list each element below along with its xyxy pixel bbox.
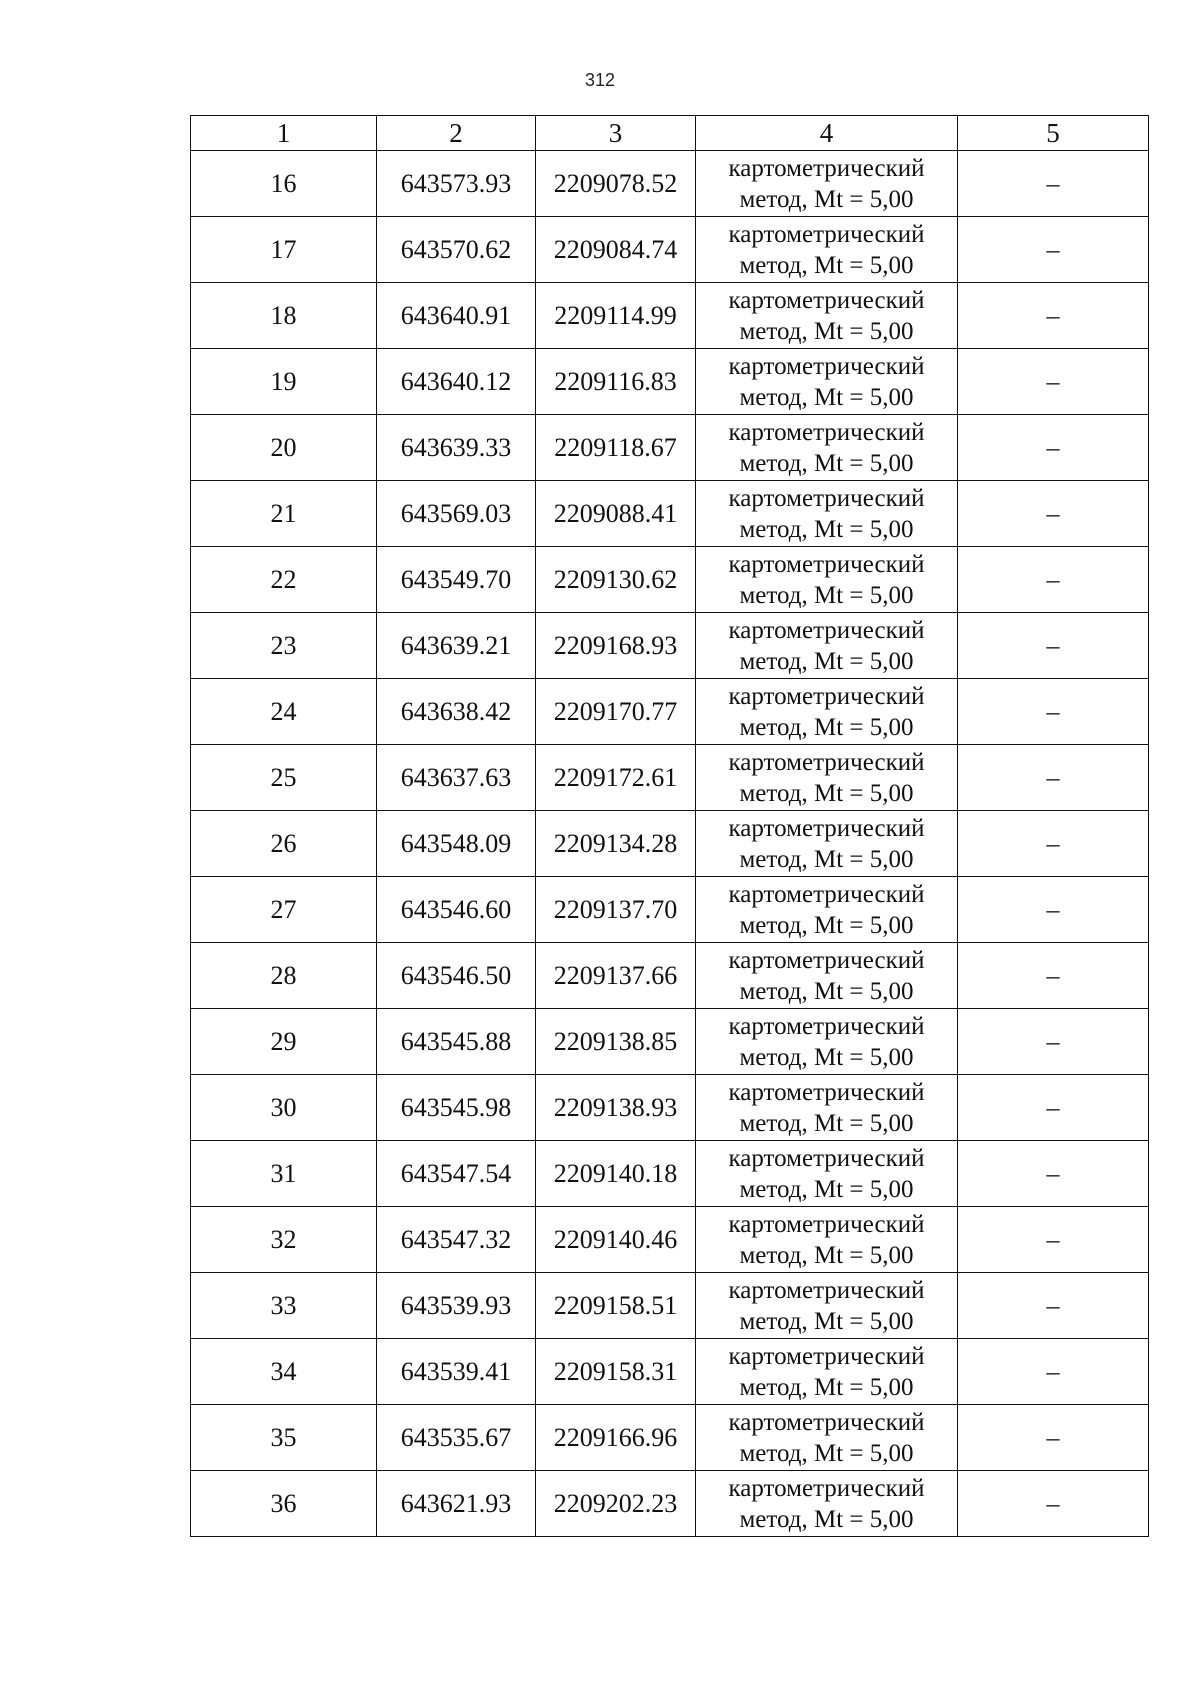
method-cell	[696, 547, 958, 613]
y-coordinate-cell: 2209202.23	[536, 1471, 696, 1537]
note-cell: –	[958, 1009, 1149, 1075]
method-line-1: картометрический	[728, 1144, 925, 1172]
note-cell: –	[958, 1339, 1149, 1405]
x-coordinate-cell: 643545.98	[377, 1075, 536, 1141]
note-cell: –	[958, 877, 1149, 943]
method-line-1: картометрический	[728, 484, 925, 512]
method-line-1: картометрический	[728, 616, 925, 644]
method-cell	[696, 811, 958, 877]
table-header-row	[191, 116, 1149, 151]
method-line-1: картометрический	[728, 286, 925, 314]
point-number-cell: 21	[191, 481, 377, 547]
method-line-1: картометрический	[728, 1474, 925, 1502]
y-coordinate-cell: 2209137.70	[536, 877, 696, 943]
table-row	[191, 877, 1149, 943]
x-coordinate-cell: 643569.03	[377, 481, 536, 547]
x-coordinate-cell: 643637.63	[377, 745, 536, 811]
method-line-2: метод, Mt = 5,00	[739, 1505, 914, 1533]
table-row	[191, 613, 1149, 679]
note-cell: –	[958, 547, 1149, 613]
table-row	[191, 1009, 1149, 1075]
x-coordinate-cell: 643549.70	[377, 547, 536, 613]
x-coordinate-cell: 643570.62	[377, 217, 536, 283]
y-coordinate-cell: 2209137.66	[536, 943, 696, 1009]
table-row	[191, 1141, 1149, 1207]
point-number-cell: 31	[191, 1141, 377, 1207]
point-number-cell: 18	[191, 283, 377, 349]
point-number-cell: 36	[191, 1471, 377, 1537]
table-row	[191, 217, 1149, 283]
coordinates-table	[190, 115, 1149, 1537]
x-coordinate-cell: 643539.41	[377, 1339, 536, 1405]
method-cell	[696, 415, 958, 481]
y-coordinate-cell: 2209118.67	[536, 415, 696, 481]
x-coordinate-cell: 643639.21	[377, 613, 536, 679]
point-number-cell: 23	[191, 613, 377, 679]
note-cell: –	[958, 1471, 1149, 1537]
method-line-1: картометрический	[728, 880, 925, 908]
method-line-2: метод, Mt = 5,00	[739, 317, 914, 345]
x-coordinate-cell: 643546.50	[377, 943, 536, 1009]
x-coordinate-cell: 643545.88	[377, 1009, 536, 1075]
table-row	[191, 1339, 1149, 1405]
table-row	[191, 943, 1149, 1009]
method-line-2: метод, Mt = 5,00	[739, 383, 914, 411]
note-cell: –	[958, 1141, 1149, 1207]
method-cell	[696, 1405, 958, 1471]
point-number-cell: 16	[191, 151, 377, 217]
note-cell: –	[958, 943, 1149, 1009]
method-cell	[696, 1141, 958, 1207]
method-line-2: метод, Mt = 5,00	[739, 1043, 914, 1071]
method-line-2: метод, Mt = 5,00	[739, 1109, 914, 1137]
method-line-1: картометрический	[728, 946, 925, 974]
y-coordinate-cell: 2209158.51	[536, 1273, 696, 1339]
method-line-2: метод, Mt = 5,00	[739, 779, 914, 807]
point-number-cell: 32	[191, 1207, 377, 1273]
table-row	[191, 415, 1149, 481]
y-coordinate-cell: 2209114.99	[536, 283, 696, 349]
table-row	[191, 481, 1149, 547]
x-coordinate-cell: 643546.60	[377, 877, 536, 943]
note-cell: –	[958, 283, 1149, 349]
y-coordinate-cell: 2209084.74	[536, 217, 696, 283]
method-cell	[696, 349, 958, 415]
x-coordinate-cell: 643638.42	[377, 679, 536, 745]
method-line-1: картометрический	[728, 1342, 925, 1370]
x-coordinate-cell: 643640.91	[377, 283, 536, 349]
point-number-cell: 20	[191, 415, 377, 481]
method-line-1: картометрический	[728, 682, 925, 710]
x-coordinate-cell: 643547.32	[377, 1207, 536, 1273]
y-coordinate-cell: 2209116.83	[536, 349, 696, 415]
method-cell	[696, 1339, 958, 1405]
point-number-cell: 33	[191, 1273, 377, 1339]
table-body	[191, 151, 1149, 1537]
note-cell: –	[958, 1207, 1149, 1273]
table-row	[191, 349, 1149, 415]
point-number-cell: 30	[191, 1075, 377, 1141]
table-row	[191, 1405, 1149, 1471]
note-cell: –	[958, 1273, 1149, 1339]
method-line-2: метод, Mt = 5,00	[739, 1373, 914, 1401]
method-line-2: метод, Mt = 5,00	[739, 1241, 914, 1269]
method-line-1: картометрический	[728, 352, 925, 380]
method-cell	[696, 1471, 958, 1537]
method-cell	[696, 283, 958, 349]
table-row	[191, 1207, 1149, 1273]
method-line-1: картометрический	[728, 1012, 925, 1040]
table-row	[191, 547, 1149, 613]
method-cell	[696, 943, 958, 1009]
coordinates-table-container	[190, 115, 1148, 1537]
method-cell	[696, 481, 958, 547]
point-number-cell: 22	[191, 547, 377, 613]
table-row	[191, 1075, 1149, 1141]
method-line-2: метод, Mt = 5,00	[739, 449, 914, 477]
note-cell: –	[958, 679, 1149, 745]
point-number-cell: 26	[191, 811, 377, 877]
table-row	[191, 1471, 1149, 1537]
column-header-5: 5	[958, 116, 1149, 151]
x-coordinate-cell: 643547.54	[377, 1141, 536, 1207]
method-line-2: метод, Mt = 5,00	[739, 647, 914, 675]
method-line-2: метод, Mt = 5,00	[739, 1307, 914, 1335]
x-coordinate-cell: 643621.93	[377, 1471, 536, 1537]
method-cell	[696, 151, 958, 217]
x-coordinate-cell: 643535.67	[377, 1405, 536, 1471]
note-cell: –	[958, 217, 1149, 283]
y-coordinate-cell: 2209134.28	[536, 811, 696, 877]
point-number-cell: 28	[191, 943, 377, 1009]
note-cell: –	[958, 745, 1149, 811]
note-cell: –	[958, 613, 1149, 679]
method-line-1: картометрический	[728, 1276, 925, 1304]
method-cell	[696, 1009, 958, 1075]
method-line-2: метод, Mt = 5,00	[739, 581, 914, 609]
point-number-cell: 17	[191, 217, 377, 283]
x-coordinate-cell: 643639.33	[377, 415, 536, 481]
note-cell: –	[958, 1075, 1149, 1141]
table-row	[191, 1273, 1149, 1339]
page-number: 312	[584, 70, 616, 90]
x-coordinate-cell: 643640.12	[377, 349, 536, 415]
y-coordinate-cell: 2209170.77	[536, 679, 696, 745]
method-cell	[696, 1273, 958, 1339]
method-line-2: метод, Mt = 5,00	[739, 185, 914, 213]
point-number-cell: 27	[191, 877, 377, 943]
method-line-2: метод, Mt = 5,00	[739, 713, 914, 741]
point-number-cell: 24	[191, 679, 377, 745]
method-line-2: метод, Mt = 5,00	[739, 911, 914, 939]
method-cell	[696, 679, 958, 745]
method-line-1: картометрический	[728, 154, 925, 182]
point-number-cell: 35	[191, 1405, 377, 1471]
x-coordinate-cell: 643573.93	[377, 151, 536, 217]
method-line-2: метод, Mt = 5,00	[739, 515, 914, 543]
method-line-1: картометрический	[728, 220, 925, 248]
method-line-2: метод, Mt = 5,00	[739, 251, 914, 279]
column-header-2: 2	[377, 116, 536, 151]
y-coordinate-cell: 2209130.62	[536, 547, 696, 613]
table-row	[191, 679, 1149, 745]
method-line-1: картометрический	[728, 814, 925, 842]
method-cell	[696, 745, 958, 811]
point-number-cell: 25	[191, 745, 377, 811]
method-cell	[696, 1075, 958, 1141]
method-line-2: метод, Mt = 5,00	[739, 845, 914, 873]
column-header-1: 1	[191, 116, 377, 151]
method-cell	[696, 1207, 958, 1273]
y-coordinate-cell: 2209088.41	[536, 481, 696, 547]
note-cell: –	[958, 151, 1149, 217]
y-coordinate-cell: 2209158.31	[536, 1339, 696, 1405]
y-coordinate-cell: 2209078.52	[536, 151, 696, 217]
method-line-2: метод, Mt = 5,00	[739, 1175, 914, 1203]
method-line-1: картометрический	[728, 748, 925, 776]
note-cell: –	[958, 349, 1149, 415]
column-header-3: 3	[536, 116, 696, 151]
y-coordinate-cell: 2209138.93	[536, 1075, 696, 1141]
method-line-1: картометрический	[728, 1408, 925, 1436]
note-cell: –	[958, 811, 1149, 877]
x-coordinate-cell: 643548.09	[377, 811, 536, 877]
method-cell	[696, 613, 958, 679]
y-coordinate-cell: 2209168.93	[536, 613, 696, 679]
table-row	[191, 745, 1149, 811]
method-line-1: картометрический	[728, 550, 925, 578]
method-line-1: картометрический	[728, 1210, 925, 1238]
y-coordinate-cell: 2209166.96	[536, 1405, 696, 1471]
method-line-2: метод, Mt = 5,00	[739, 977, 914, 1005]
method-cell	[696, 217, 958, 283]
note-cell: –	[958, 1405, 1149, 1471]
point-number-cell: 34	[191, 1339, 377, 1405]
point-number-cell: 19	[191, 349, 377, 415]
y-coordinate-cell: 2209172.61	[536, 745, 696, 811]
y-coordinate-cell: 2209138.85	[536, 1009, 696, 1075]
column-header-4: 4	[696, 116, 958, 151]
x-coordinate-cell: 643539.93	[377, 1273, 536, 1339]
table-row	[191, 151, 1149, 217]
note-cell: –	[958, 415, 1149, 481]
method-line-2: метод, Mt = 5,00	[739, 1439, 914, 1467]
y-coordinate-cell: 2209140.18	[536, 1141, 696, 1207]
y-coordinate-cell: 2209140.46	[536, 1207, 696, 1273]
method-line-1: картометрический	[728, 1078, 925, 1106]
point-number-cell: 29	[191, 1009, 377, 1075]
method-cell	[696, 877, 958, 943]
method-line-1: картометрический	[728, 418, 925, 446]
note-cell: –	[958, 481, 1149, 547]
table-row	[191, 811, 1149, 877]
table-row	[191, 283, 1149, 349]
